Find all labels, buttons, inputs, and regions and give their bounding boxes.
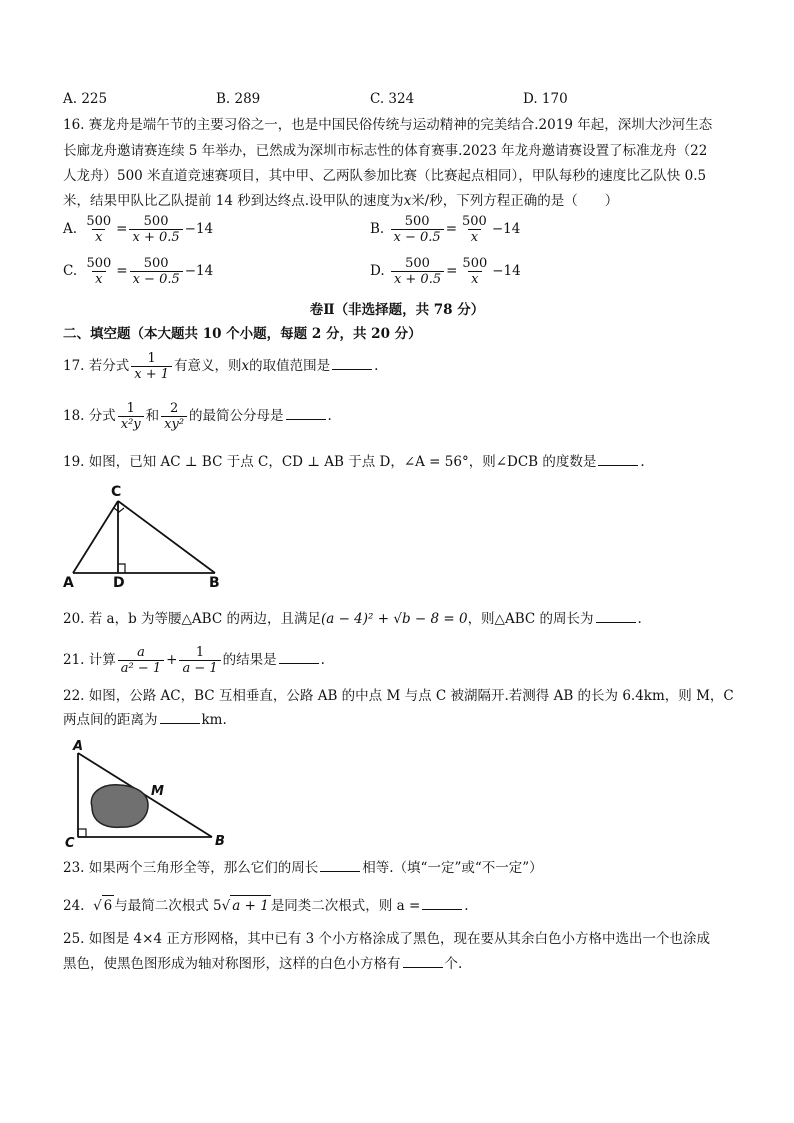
q17: 17. 若分式 $\frac{1}{x + 1}$ 有意义，则x的取值范围是 . bbox=[63, 351, 379, 382]
label-b: B bbox=[215, 834, 225, 849]
q16-option-c: C. $\frac{500}{x}$ = $\frac{500}{x - 0.5}$ −14 bbox=[63, 256, 214, 287]
q25-answer-blank[interactable] bbox=[403, 955, 443, 968]
right-angle-d bbox=[118, 564, 125, 573]
label-a: A bbox=[63, 575, 74, 590]
right-angle-c bbox=[78, 829, 86, 837]
q17-answer-blank[interactable] bbox=[332, 357, 372, 370]
q25-line-2: 黑色，使黑色图形成为轴对称图形，这样的白色小方格有 个. bbox=[63, 956, 463, 972]
q24-answer-blank[interactable] bbox=[422, 897, 462, 910]
lake-shape bbox=[91, 785, 148, 828]
q24: 24. √ 6 与最简二次根式 5√ a + 1 是同类二次根式，则 a = . bbox=[63, 895, 469, 916]
label-m: M bbox=[151, 784, 164, 799]
q15-option-c: C. 324 bbox=[370, 91, 415, 107]
q16-option-b: B. $\frac{500}{x - 0.5}$ = $\frac{500}{x}$ −14 bbox=[370, 214, 521, 245]
part2-title: 二、填空题（本大题共 10 个小题，每题 2 分，共 20 分） bbox=[63, 326, 422, 342]
q16-line-1: 16. 赛龙舟是端午节的主要习俗之一，也是中国民俗传统与运动精神的完美结合.2019 年起，深圳大沙河生态 bbox=[63, 117, 713, 133]
q22-line-2: 两点间的距离为 km. bbox=[63, 712, 227, 728]
q16-line-3: 人龙舟）500 米直道竞速赛项目，其中甲、乙两队参加比赛（比赛起点相同），甲队每秒的速度比乙队快 0.5 bbox=[63, 168, 707, 184]
q21: 21. 计算 $\frac{a}{\text{a² − 1}}$ + $\frac{1}{a - 1}$ 的结果是 . bbox=[63, 645, 325, 676]
label-d: D bbox=[113, 575, 125, 590]
q22-answer-blank[interactable] bbox=[160, 711, 200, 724]
q20: 20. 若 a，b 为等腰△ABC 的两边，且满足(a − 4)² + √b − 8 = 0，则△ABC 的周长为 . bbox=[63, 611, 642, 627]
q21-answer-blank[interactable] bbox=[279, 651, 319, 664]
q19-answer-blank[interactable] bbox=[598, 453, 638, 466]
q15-option-d: D. 170 bbox=[523, 91, 568, 107]
q16-option-a: A. $\frac{500}{x}$ = $\frac{500}{x + 0.5}$ −14 bbox=[63, 214, 214, 245]
label-c: C bbox=[65, 836, 75, 849]
figure-22-lake bbox=[62, 737, 232, 849]
q23: 23. 如果两个三角形全等，那么它们的周长 相等.（填“一定”或“不一定”） bbox=[63, 860, 543, 876]
label-a: A bbox=[73, 739, 84, 754]
figure-19-triangle bbox=[60, 478, 230, 590]
q18: 18. 分式 $\frac{1}{\text{x²y}}$ 和 $\frac{2}{\text{xy²}}$ 的最简公分母是 . bbox=[63, 401, 332, 432]
q23-answer-blank[interactable] bbox=[320, 859, 360, 872]
section-title: 卷Ⅱ（非选择题，共 78 分） bbox=[309, 302, 485, 318]
q16-line-4: 米，结果甲队比乙队提前 14 秒到达终点.设甲队的速度为x米/秒，下列方程正确的是（ ） bbox=[63, 193, 619, 209]
q25-line-1: 25. 如图是 4×4 正方形网格，其中已有 3 个小方格涂成了黑色，现在要从其余白色小方格中选出一个也涂成 bbox=[63, 931, 711, 947]
q15-option-a: A. 225 bbox=[63, 91, 108, 107]
label-c: C bbox=[111, 484, 122, 500]
q15-option-b: B. 289 bbox=[216, 91, 261, 107]
q16-line-2: 长廊龙舟邀请赛连续 5 年举办，已然成为深圳市标志性的体育赛事.2023 年龙舟邀请赛设置了标准龙舟（22 bbox=[63, 143, 708, 159]
label-b: B bbox=[209, 575, 220, 590]
q16-option-d: D. $\frac{500}{x + 0.5}$ = $\frac{500}{x}$ −14 bbox=[370, 256, 521, 287]
q22-line-1: 22. 如图，公路 AC，BC 互相垂直，公路 AB 的中点 M 与点 C 被湖隔开.若测得 AB 的长为 6.4km，则 M，C bbox=[63, 688, 734, 704]
segment-ac bbox=[73, 501, 118, 573]
q20-answer-blank[interactable] bbox=[596, 610, 636, 623]
right-angle-c bbox=[114, 508, 124, 512]
q19: 19. 如图，已知 AC ⊥ BC 于点 C，CD ⊥ AB 于点 D，∠A = 56°，则∠DCB 的度数是 . bbox=[63, 454, 645, 470]
q18-answer-blank[interactable] bbox=[286, 407, 326, 420]
segment-cb bbox=[118, 501, 215, 573]
